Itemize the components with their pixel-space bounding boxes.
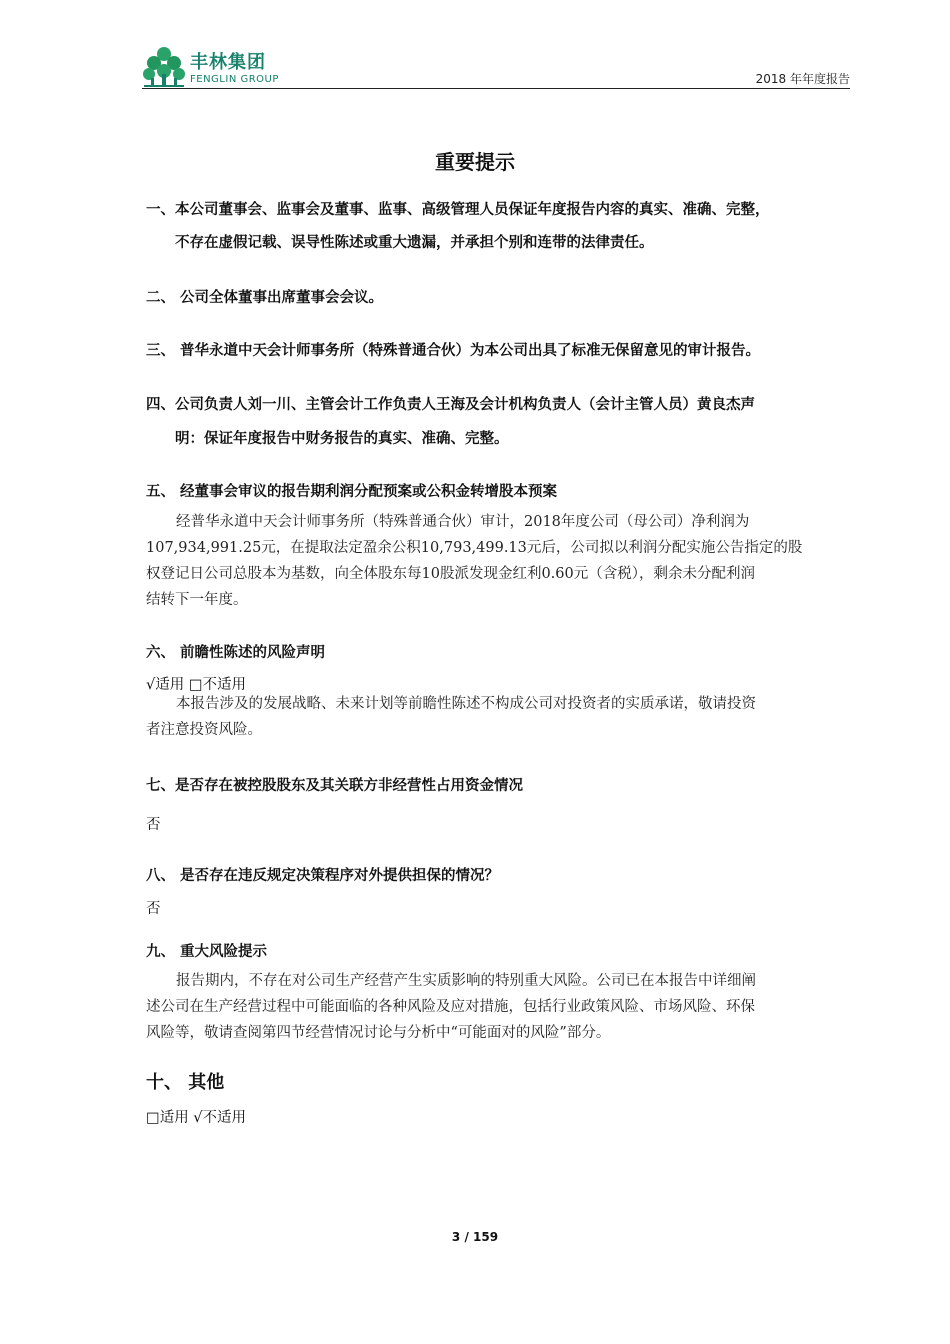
company-logo bbox=[142, 44, 282, 88]
item-5-heading: 五、 经董事会审议的报告期利润分配预案或公积金转增股本预案 bbox=[146, 484, 558, 500]
item-5-body bbox=[146, 509, 850, 613]
item-7-heading: 七、是否存在被控股股东及其关联方非经营性占用资金情况 bbox=[146, 778, 523, 794]
item-5-body-line: 结转下一年度。 bbox=[146, 592, 248, 608]
item-6-heading: 六、 前瞻性陈述的风险声明 bbox=[146, 645, 326, 661]
page-title: 重要提示 bbox=[435, 150, 515, 174]
item-9-body-line: 风险等，敬请查阅第四节经营情况讨论与分析中“可能面对的风险”部分。 bbox=[146, 1025, 611, 1041]
logo-chinese-name: 丰林集团 bbox=[190, 52, 266, 73]
item-9-body-line: 述公司在生产经营过程中可能面临的各种风险及应对措施，包括行业政策风险、市场风险、环保 bbox=[146, 999, 755, 1015]
page-header bbox=[142, 40, 850, 90]
item-8-answer: 否 bbox=[146, 901, 161, 917]
item-6-body-line: 本报告涉及的发展战略、未来计划等前瞻性陈述不构成公司对投资者的实质承诺，敬请投资 bbox=[176, 696, 756, 712]
item-9-body-line: 报告期内，不存在对公司生产经营产生实质影响的特别重大风险。公司已在本报告中详细阐 bbox=[176, 973, 756, 989]
item-6-body bbox=[146, 691, 850, 743]
item-6-body-line: 者注意投资风险。 bbox=[146, 722, 262, 738]
item-9-heading: 九、 重大风险提示 bbox=[146, 944, 268, 960]
item-1-line-2: 不存在虚假记载、误导性陈述或重大遗漏，并承担个别和连带的法律责任。 bbox=[175, 235, 654, 251]
item-1-line-1: 一、本公司董事会、监事会及董事、监事、高级管理人员保证年度报告内容的真实、准确、完整， bbox=[146, 202, 770, 218]
report-title: 2018 年年度报告 bbox=[755, 72, 850, 86]
tree-logo-icon bbox=[142, 44, 186, 88]
page-number: 3 / 159 bbox=[451, 1230, 499, 1244]
item-5-body-line: 107,934,991.25元，在提取法定盈余公积10,793,499.13元后，公司拟以利润分配实施公告指定的股 bbox=[146, 540, 803, 556]
item-2: 二、 公司全体董事出席董事会会议。 bbox=[146, 290, 384, 306]
item-6-applicability: √适用 □不适用 bbox=[146, 677, 247, 693]
item-5-body-line: 权登记日公司总股本为基数，向全体股东每10股派发现金红利0.60元（含税），剩余未分配利润 bbox=[146, 566, 755, 582]
header-divider bbox=[142, 88, 850, 89]
item-3: 三、 普华永道中天会计师事务所（特殊普通合伙）为本公司出具了标准无保留意见的审计报告。 bbox=[146, 343, 761, 359]
item-4-line-2: 明：保证年度报告中财务报告的真实、准确、完整。 bbox=[175, 431, 509, 447]
item-10-applicability: □适用 √不适用 bbox=[146, 1110, 247, 1126]
item-7-answer: 否 bbox=[146, 817, 161, 833]
logo-english-name: FENGLIN GROUP bbox=[190, 74, 279, 85]
item-5-body-line: 经普华永道中天会计师事务所（特殊普通合伙）审计，2018年度公司（母公司）净利润为 bbox=[176, 514, 750, 530]
item-4-line-1: 四、公司负责人刘一川、主管会计工作负责人王海及会计机构负责人（会计主管人员）黄良杰声 bbox=[146, 397, 755, 413]
item-10-heading: 十、 其他 bbox=[146, 1072, 225, 1093]
item-9-body bbox=[146, 968, 850, 1046]
item-8-heading: 八、 是否存在违反规定决策程序对外提供担保的情况？ bbox=[146, 868, 500, 884]
